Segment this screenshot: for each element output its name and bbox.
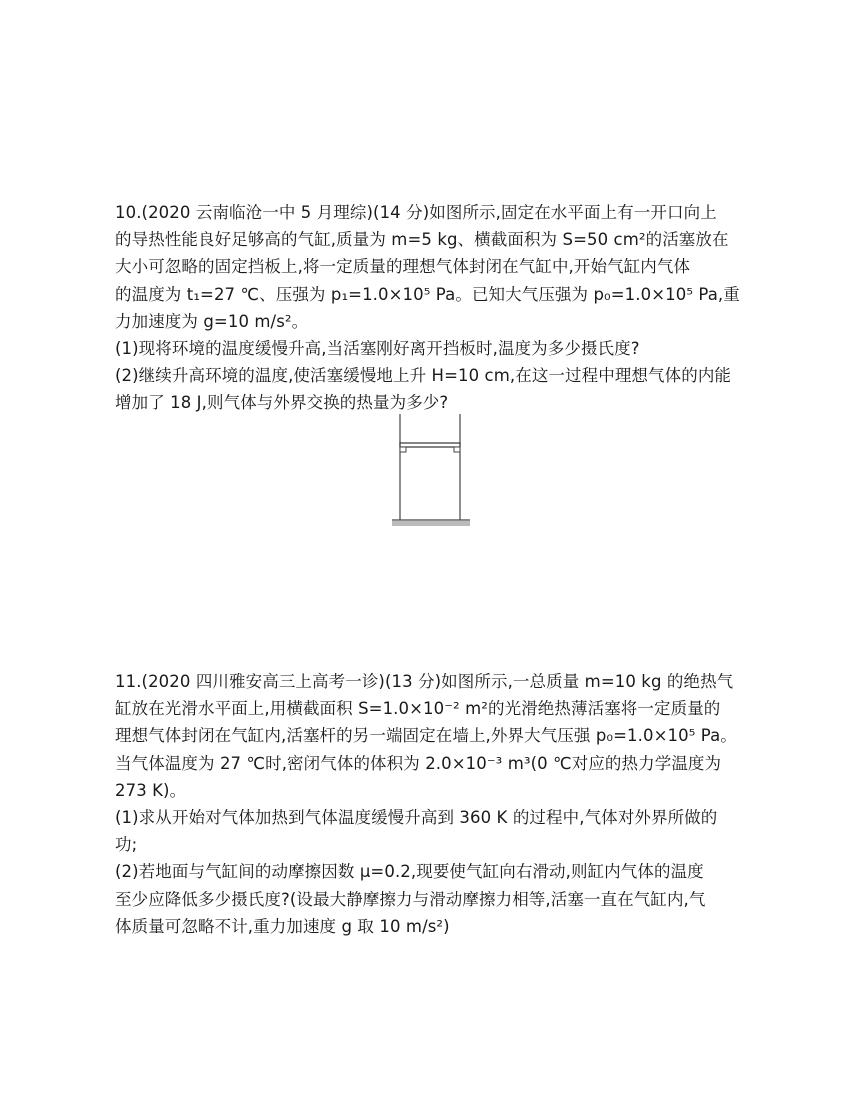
problem-10-question-1: (1)现将环境的温度缓慢升高,当活塞刚好离开挡板时,温度为多少摄氏度? (115, 339, 640, 359)
problem-11-question-1: (1)求从开始对气体加热到气体温度缓慢升高到 360 K 的过程中,气体对外界所做的 (115, 808, 718, 828)
problem-11-line: 功; (115, 835, 138, 855)
problem-11-line: 11.(2020 四川雅安高三上高考一诊)(13 分)如图所示,一总质量 m=10 kg 的绝热气 (115, 672, 734, 691)
problem-11-question-2: (2)若地面与气缸间的动摩擦因数 μ=0.2,现要使气缸向右滑动,则缸内气体的温度 (115, 862, 704, 882)
problem-10-line: 增加了 18 J,则气体与外界交换的热量为多少? (115, 393, 449, 413)
problem-11-line: 体质量可忽略不计,重力加速度 g 取 10 m/s²) (115, 916, 450, 936)
problem-10-line: 力加速度为 g=10 m/s²。 (115, 311, 309, 331)
problem-11-line: 缸放在光滑水平面上,用横截面积 S=1.0×10⁻² m²的光滑绝热薄活塞将一定质量的 (115, 699, 721, 719)
problem-11-line: 至少应降低多少摄氏度?(设最大静摩擦力与滑动摩擦力相等,活塞一直在气缸内,气 (115, 889, 706, 909)
problem-10-line: 10.(2020 云南临沧一中 5 月理综)(14 分)如图所示,固定在水平面上有一开口向上 (115, 203, 717, 222)
right-stop-block (454, 447, 460, 452)
problem-11-line: 当气体温度为 27 ℃时,密闭气体的体积为 2.0×10⁻³ m³(0 ℃对应的热力学温度为 (115, 753, 722, 773)
piston (400, 443, 460, 447)
problem-11 (115, 668, 755, 940)
problem-10 (115, 199, 755, 417)
problem-10-line: 的温度为 t₁=27 ℃、压强为 p₁=1.0×10⁵ Pa。已知大气压强为 p₀=1.0×10⁵ Pa,重 (115, 284, 740, 304)
left-stop-block (400, 447, 406, 452)
problem-10-question-2: (2)继续升高环境的温度,使活塞缓慢地上升 H=10 cm,在这一过程中理想气体的内能 (115, 366, 732, 386)
problem-11-line: 273 K)。 (115, 780, 187, 800)
problem-11-line: 理想气体封闭在气缸内,活塞杆的另一端固定在墙上,外界大气压强 p₀=1.0×10⁵ Pa。 (115, 726, 737, 746)
problem-10-line: 大小可忽略的固定挡板上,将一定质量的理想气体封闭在气缸中,开始气缸内气体 (115, 257, 691, 277)
problem-10-line: 的导热性能良好足够高的气缸,质量为 m=5 kg、横截面积为 S=50 cm²的活塞放在 (115, 230, 729, 250)
ground-hatching (392, 521, 470, 526)
cylinder-diagram (392, 410, 472, 532)
